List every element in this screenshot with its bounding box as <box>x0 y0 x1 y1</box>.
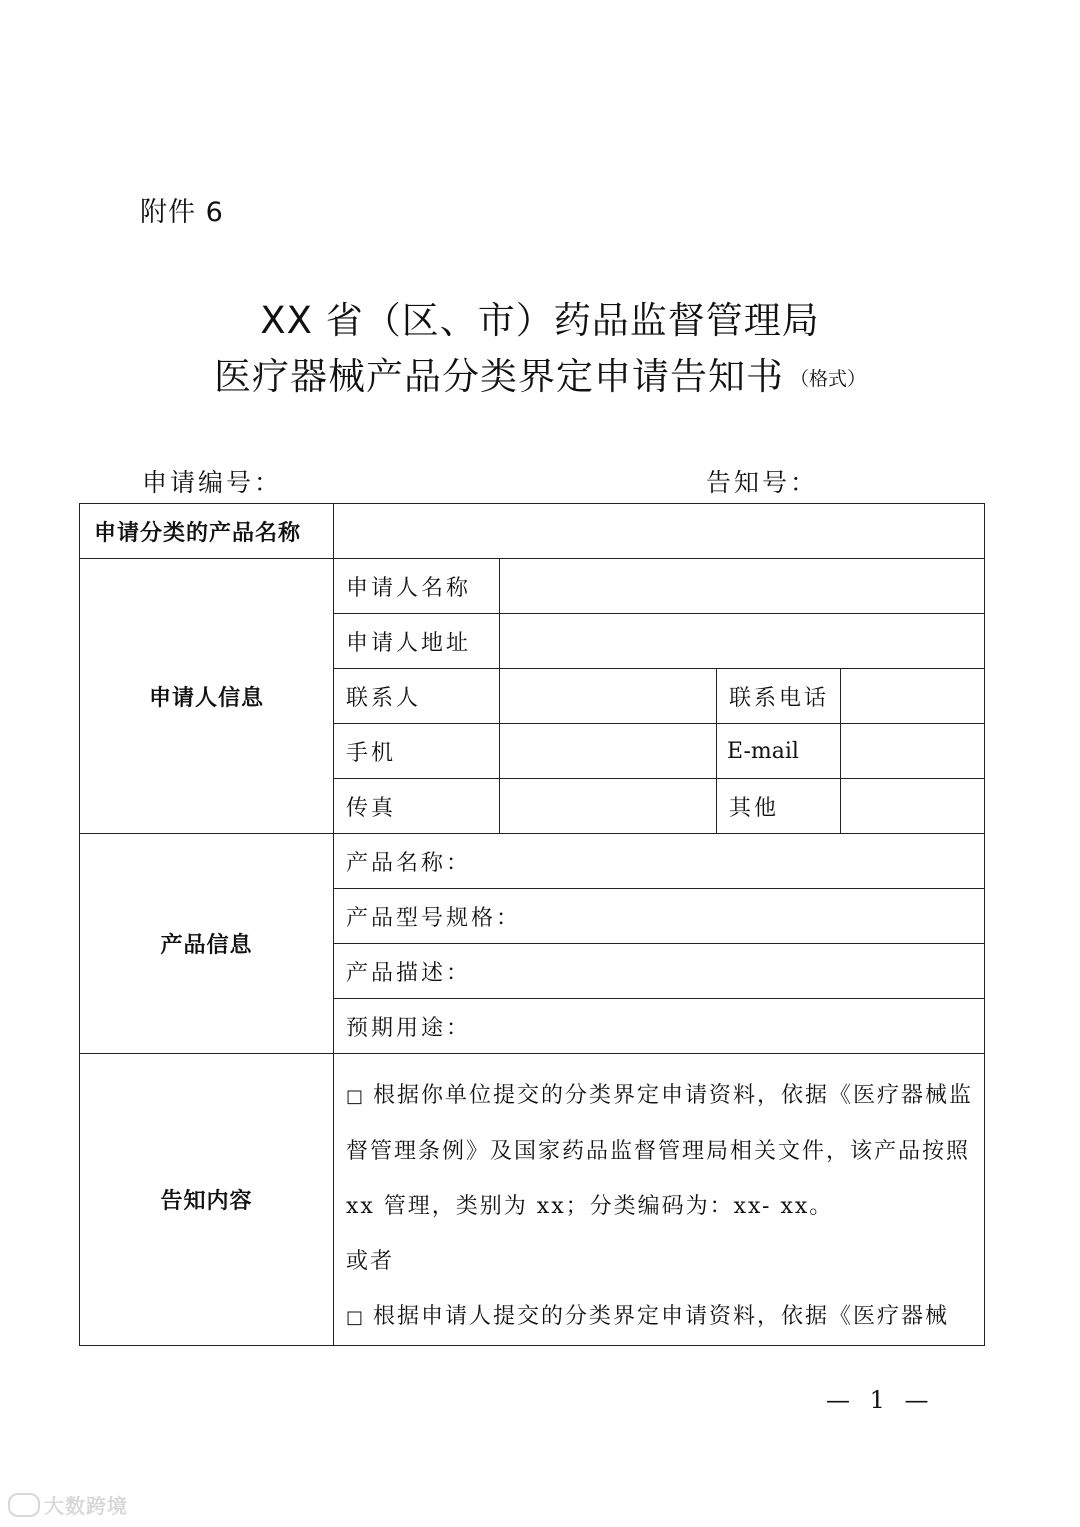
intended-use-field: 预期用途： <box>334 999 985 1054</box>
contact-phone-value[interactable] <box>841 669 985 724</box>
fax-label: 传真 <box>334 779 500 834</box>
mobile-value[interactable] <box>500 724 717 779</box>
product-name-header: 申请分类的产品名称 <box>80 504 334 559</box>
contact-person-value[interactable] <box>500 669 717 724</box>
product-name-value[interactable] <box>334 504 985 559</box>
checkbox-icon[interactable]: □ <box>346 1307 366 1328</box>
title-main: 医疗器械产品分类界定申请告知书 <box>213 355 784 398</box>
email-label: E-mail <box>717 724 841 779</box>
contact-phone-label: 联系电话 <box>717 669 841 724</box>
notice-section-header: 告知内容 <box>80 1054 334 1346</box>
mobile-label: 手机 <box>334 724 500 779</box>
notice-paragraph-2 <box>346 1289 974 1345</box>
title-suffix: （格式） <box>789 368 866 390</box>
annex-label: 附件 6 <box>140 197 224 228</box>
other-value[interactable] <box>841 779 985 834</box>
watermark-logo-icon <box>8 1493 40 1517</box>
applicant-section-header: 申请人信息 <box>80 559 334 834</box>
notice-content <box>334 1054 985 1346</box>
applicant-address-label: 申请人地址 <box>334 614 500 669</box>
notice-or: 或者 <box>346 1249 395 1274</box>
notice-text-1: 根据你单位提交的分类界定申请资料，依据《医疗器械监督管理条例》及国家药品监督管理局相关文件，该产品按照 xx 管理，类别为 xx；分类编码为：xx- xx。 <box>346 1083 974 1219</box>
notice-number-label: 告知号： <box>706 468 819 497</box>
notice-paragraph-1 <box>346 1068 974 1234</box>
table-row <box>80 559 985 614</box>
notice-text-2: 根据申请人提交的分类界定申请资料，依据《医疗器械 <box>373 1304 950 1329</box>
product-name-field: 产品名称： <box>334 834 985 889</box>
contact-person-label: 联系人 <box>334 669 500 724</box>
title-line-2 <box>0 346 1080 400</box>
page-number: — 1 — <box>826 1386 935 1414</box>
table-row <box>80 834 985 889</box>
email-value[interactable] <box>841 724 985 779</box>
watermark-text: 大数跨境 <box>44 1494 128 1518</box>
applicant-name-label: 申请人名称 <box>334 559 500 614</box>
checkbox-icon[interactable]: □ <box>346 1086 366 1107</box>
fax-value[interactable] <box>500 779 717 834</box>
table-row <box>80 1054 985 1346</box>
product-section-header: 产品信息 <box>80 834 334 1054</box>
applicant-name-value[interactable] <box>500 559 985 614</box>
other-label: 其他 <box>717 779 841 834</box>
product-description-field: 产品描述： <box>334 944 985 999</box>
applicant-address-value[interactable] <box>500 614 985 669</box>
product-model-field: 产品型号规格： <box>334 889 985 944</box>
table-row <box>80 504 985 559</box>
application-number-label: 申请编号： <box>142 468 283 497</box>
watermark <box>8 1490 128 1519</box>
title-line-1: XX 省（区、市）药品监督管理局 <box>260 299 820 342</box>
notice-form-table <box>79 503 985 1346</box>
